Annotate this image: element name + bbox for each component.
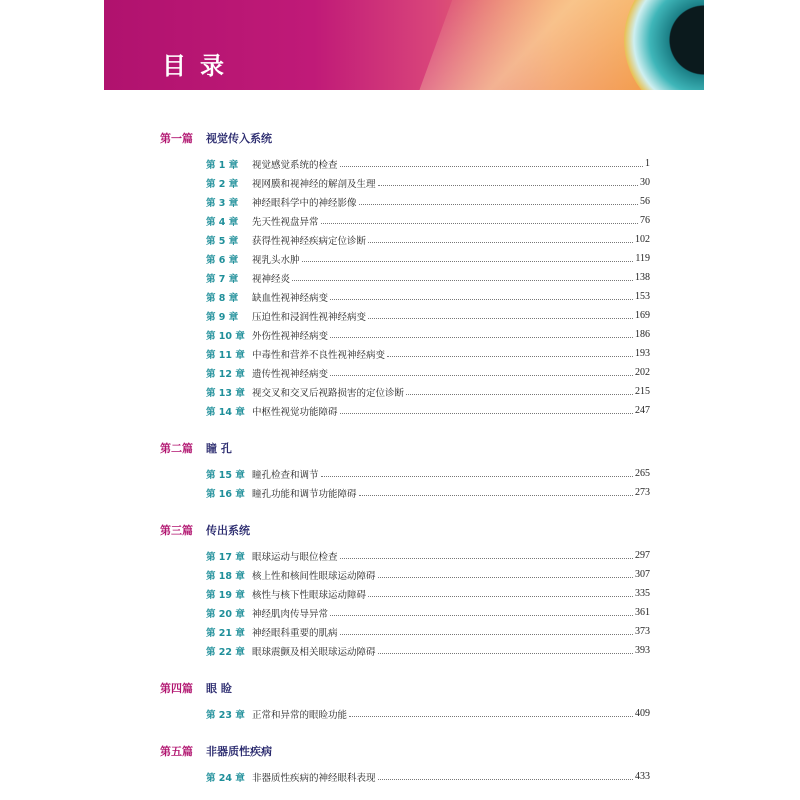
part-number: 第四篇 bbox=[160, 682, 193, 695]
part-title: 眼 睑 bbox=[206, 682, 232, 695]
chapter-title: 神经眼科重要的肌病 bbox=[252, 627, 338, 639]
toc-entry[interactable] bbox=[160, 622, 650, 641]
chapter-number: 第 15 章 bbox=[206, 469, 245, 481]
dot-leader bbox=[340, 552, 633, 559]
page-number: 215 bbox=[635, 386, 650, 397]
chapter-number: 第 23 章 bbox=[206, 709, 245, 721]
part-number: 第三篇 bbox=[160, 524, 193, 537]
chapter-title: 视乳头水肿 bbox=[252, 254, 300, 266]
chapter-number: 第 3 章 bbox=[206, 197, 239, 209]
page-number: 186 bbox=[635, 329, 650, 340]
page-number: 361 bbox=[635, 607, 650, 618]
chapter-title: 神经眼科学中的神经影像 bbox=[252, 197, 357, 209]
toc-part bbox=[160, 520, 650, 660]
toc-entry[interactable] bbox=[160, 287, 650, 306]
chapter-title: 缺血性视神经病变 bbox=[252, 292, 329, 304]
chapter-number: 第 2 章 bbox=[206, 178, 239, 190]
dot-leader bbox=[330, 331, 633, 338]
chapter-title: 眼球震颤及相关眼球运动障碍 bbox=[252, 646, 376, 658]
chapter-title: 视觉感觉系统的检查 bbox=[252, 159, 338, 171]
toc-entry[interactable] bbox=[160, 268, 650, 287]
page-number: 119 bbox=[635, 253, 650, 264]
chapter-number: 第 11 章 bbox=[206, 349, 245, 361]
dot-leader bbox=[368, 590, 633, 597]
toc-part bbox=[160, 678, 650, 723]
chapter-title: 眼球运动与眼位检查 bbox=[252, 551, 338, 563]
page-number: 1 bbox=[645, 158, 650, 169]
chapter-number: 第 4 章 bbox=[206, 216, 239, 228]
chapter-list bbox=[160, 767, 650, 786]
part-heading bbox=[160, 520, 650, 540]
chapter-number: 第 21 章 bbox=[206, 627, 245, 639]
toc-part bbox=[160, 128, 650, 420]
toc-entry[interactable] bbox=[160, 154, 650, 173]
page-number: 138 bbox=[635, 272, 650, 283]
dot-leader bbox=[359, 198, 638, 205]
toc-part bbox=[160, 741, 650, 786]
page-number: 30 bbox=[640, 177, 650, 188]
chapter-title: 核上性和核间性眼球运动障碍 bbox=[252, 570, 376, 582]
chapter-title: 视交叉和交叉后视路损害的定位诊断 bbox=[252, 387, 405, 399]
toc-entry[interactable] bbox=[160, 483, 650, 502]
toc-entry[interactable] bbox=[160, 464, 650, 483]
chapter-title: 遗传性视神经病变 bbox=[252, 368, 329, 380]
chapter-number: 第 17 章 bbox=[206, 551, 245, 563]
page-number: 409 bbox=[635, 708, 650, 719]
toc-entry[interactable] bbox=[160, 211, 650, 230]
eye-graphic-icon bbox=[624, 0, 704, 90]
page-number: 169 bbox=[635, 310, 650, 321]
toc-entry[interactable] bbox=[160, 306, 650, 325]
chapter-number: 第 19 章 bbox=[206, 589, 245, 601]
chapter-number: 第 5 章 bbox=[206, 235, 239, 247]
toc-entry[interactable] bbox=[160, 382, 650, 401]
toc-entry[interactable] bbox=[160, 363, 650, 382]
dot-leader bbox=[302, 255, 634, 262]
page-number: 193 bbox=[635, 348, 650, 359]
dot-leader bbox=[359, 489, 633, 496]
page-number: 307 bbox=[635, 569, 650, 580]
part-title: 视觉传入系统 bbox=[206, 132, 272, 145]
page-title: 目录 bbox=[162, 52, 238, 80]
chapter-title: 核性与核下性眼球运动障碍 bbox=[252, 589, 367, 601]
dot-leader bbox=[292, 274, 633, 281]
chapter-number: 第 8 章 bbox=[206, 292, 239, 304]
toc-entry[interactable] bbox=[160, 344, 650, 363]
part-heading bbox=[160, 128, 650, 148]
toc-entry[interactable] bbox=[160, 401, 650, 420]
chapter-title: 压迫性和浸润性视神经病变 bbox=[252, 311, 367, 323]
part-title: 传出系统 bbox=[206, 524, 250, 537]
chapter-number: 第 18 章 bbox=[206, 570, 245, 582]
toc-entry[interactable] bbox=[160, 325, 650, 344]
dot-leader bbox=[368, 312, 633, 319]
page-number: 202 bbox=[635, 367, 650, 378]
dot-leader bbox=[387, 350, 633, 357]
chapter-number: 第 13 章 bbox=[206, 387, 245, 399]
toc-entry[interactable] bbox=[160, 641, 650, 660]
dot-leader bbox=[378, 571, 633, 578]
chapter-title: 正常和异常的眼睑功能 bbox=[252, 709, 348, 721]
page-number: 297 bbox=[635, 550, 650, 561]
chapter-title: 瞳孔功能和调节功能障碍 bbox=[252, 488, 357, 500]
dot-leader bbox=[330, 609, 633, 616]
page-number: 56 bbox=[640, 196, 650, 207]
page-number: 393 bbox=[635, 645, 650, 656]
part-heading bbox=[160, 678, 650, 698]
page-number: 265 bbox=[635, 468, 650, 479]
chapter-title: 瞳孔检查和调节 bbox=[252, 469, 319, 481]
toc-entry[interactable] bbox=[160, 603, 650, 622]
part-number: 第五篇 bbox=[160, 745, 193, 758]
page-number: 76 bbox=[640, 215, 650, 226]
header-banner bbox=[104, 0, 704, 90]
toc-entry[interactable] bbox=[160, 192, 650, 211]
chapter-title: 非器质性疾病的神经眼科表现 bbox=[252, 772, 376, 784]
dot-leader bbox=[321, 217, 638, 224]
chapter-title: 中毒性和营养不良性视神经病变 bbox=[252, 349, 386, 361]
chapter-title: 视神经炎 bbox=[252, 273, 291, 285]
chapter-number: 第 1 章 bbox=[206, 159, 239, 171]
dot-leader bbox=[406, 388, 633, 395]
toc-entry[interactable] bbox=[160, 584, 650, 603]
page-number: 335 bbox=[635, 588, 650, 599]
chapter-number: 第 12 章 bbox=[206, 368, 245, 380]
chapter-list bbox=[160, 546, 650, 660]
chapter-title: 视网膜和视神经的解剖及生理 bbox=[252, 178, 376, 190]
chapter-number: 第 20 章 bbox=[206, 608, 245, 620]
page-number: 153 bbox=[635, 291, 650, 302]
chapter-number: 第 9 章 bbox=[206, 311, 239, 323]
dot-leader bbox=[340, 628, 633, 635]
chapter-list bbox=[160, 704, 650, 723]
dot-leader bbox=[378, 179, 638, 186]
chapter-number: 第 14 章 bbox=[206, 406, 245, 418]
page-number: 247 bbox=[635, 405, 650, 416]
toc-entry[interactable] bbox=[160, 546, 650, 565]
chapter-title: 中枢性视觉功能障碍 bbox=[252, 406, 338, 418]
dot-leader bbox=[330, 293, 633, 300]
chapter-number: 第 7 章 bbox=[206, 273, 239, 285]
chapter-number: 第 6 章 bbox=[206, 254, 239, 266]
part-number: 第一篇 bbox=[160, 132, 193, 145]
chapter-number: 第 22 章 bbox=[206, 646, 245, 658]
dot-leader bbox=[330, 369, 633, 376]
toc-entry[interactable] bbox=[160, 565, 650, 584]
chapter-title: 外伤性视神经病变 bbox=[252, 330, 329, 342]
chapter-number: 第 16 章 bbox=[206, 488, 245, 500]
toc-entry[interactable] bbox=[160, 249, 650, 268]
part-heading bbox=[160, 438, 650, 458]
page-number: 433 bbox=[635, 771, 650, 782]
toc-entry[interactable] bbox=[160, 230, 650, 249]
chapter-number: 第 10 章 bbox=[206, 330, 245, 342]
chapter-title: 先天性视盘异常 bbox=[252, 216, 319, 228]
toc-entry[interactable] bbox=[160, 173, 650, 192]
chapter-title: 获得性视神经疾病定位诊断 bbox=[252, 235, 367, 247]
page-number: 273 bbox=[635, 487, 650, 498]
chapter-title: 神经肌肉传导异常 bbox=[252, 608, 329, 620]
dot-leader bbox=[368, 236, 633, 243]
toc-part bbox=[160, 438, 650, 502]
chapter-list bbox=[160, 154, 650, 420]
page-number: 102 bbox=[635, 234, 650, 245]
table-of-contents bbox=[160, 128, 650, 786]
part-title: 瞳 孔 bbox=[206, 442, 232, 455]
part-heading bbox=[160, 741, 650, 761]
part-number: 第二篇 bbox=[160, 442, 193, 455]
chapter-number: 第 24 章 bbox=[206, 772, 245, 784]
dot-leader bbox=[378, 773, 633, 780]
toc-entry[interactable] bbox=[160, 767, 650, 786]
part-title: 非器质性疾病 bbox=[206, 745, 272, 758]
dot-leader bbox=[321, 470, 633, 477]
dot-leader bbox=[340, 160, 643, 167]
chapter-list bbox=[160, 464, 650, 502]
toc-entry[interactable] bbox=[160, 704, 650, 723]
page-number: 373 bbox=[635, 626, 650, 637]
dot-leader bbox=[349, 710, 633, 717]
dot-leader bbox=[378, 647, 633, 654]
dot-leader bbox=[340, 407, 633, 414]
